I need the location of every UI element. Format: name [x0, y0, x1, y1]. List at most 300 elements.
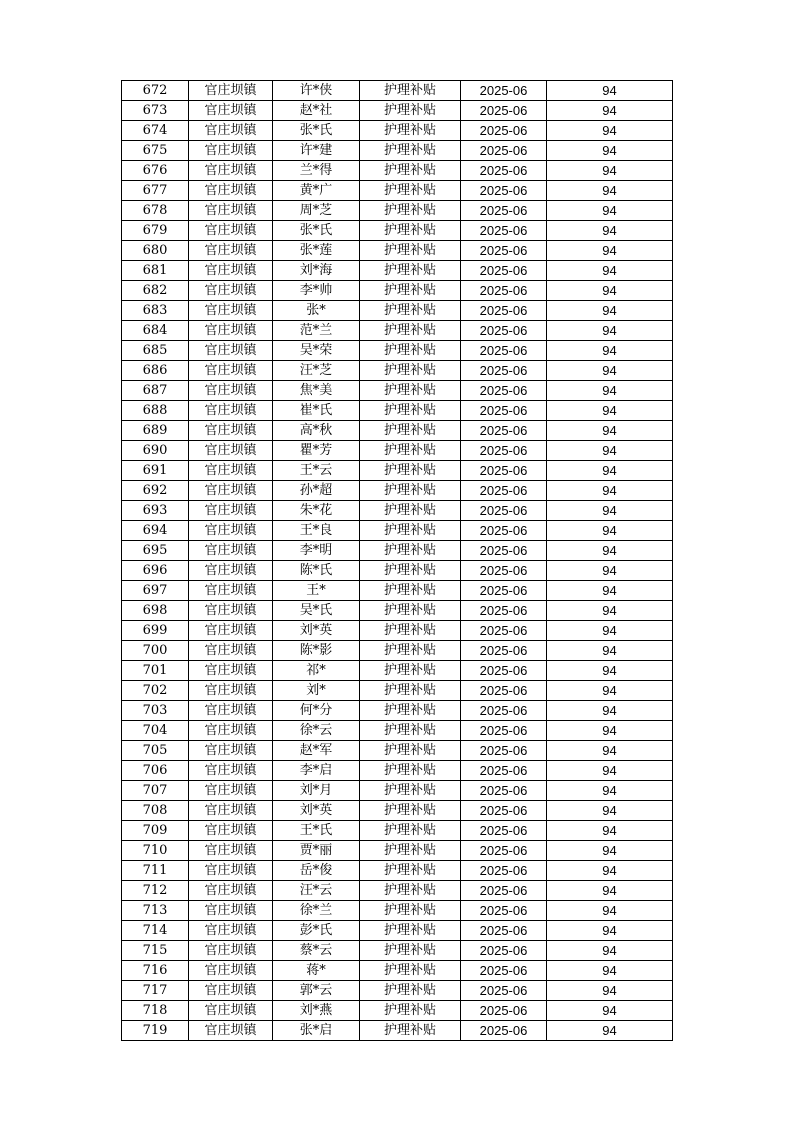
serial-number-cell: 675	[122, 141, 189, 161]
subsidy-type-cell: 护理补贴	[360, 821, 461, 841]
serial-number-cell: 674	[122, 121, 189, 141]
town-cell: 官庄坝镇	[189, 901, 273, 921]
town-cell: 官庄坝镇	[189, 941, 273, 961]
recipient-name-cell: 黄*广	[273, 181, 360, 201]
subsidy-type-cell: 护理补贴	[360, 941, 461, 961]
subsidy-type-cell: 护理补贴	[360, 641, 461, 661]
amount-cell: 94	[547, 121, 673, 141]
recipient-name-cell: 岳*俊	[273, 861, 360, 881]
town-cell: 官庄坝镇	[189, 881, 273, 901]
table-row	[122, 301, 673, 321]
amount-cell: 94	[547, 821, 673, 841]
table-row	[122, 481, 673, 501]
subsidy-type-cell: 护理补贴	[360, 101, 461, 121]
table-row	[122, 861, 673, 881]
amount-cell: 94	[547, 381, 673, 401]
subsidy-roster-table	[121, 80, 673, 1041]
subsidy-type-cell: 护理补贴	[360, 201, 461, 221]
town-cell: 官庄坝镇	[189, 221, 273, 241]
payment-period-cell: 2025-06	[461, 561, 547, 581]
table-row	[122, 1001, 673, 1021]
subsidy-type-cell: 护理补贴	[360, 741, 461, 761]
recipient-name-cell: 蒋*	[273, 961, 360, 981]
table-row	[122, 881, 673, 901]
payment-period-cell: 2025-06	[461, 881, 547, 901]
payment-period-cell: 2025-06	[461, 981, 547, 1001]
town-cell: 官庄坝镇	[189, 701, 273, 721]
payment-period-cell: 2025-06	[461, 381, 547, 401]
town-cell: 官庄坝镇	[189, 441, 273, 461]
amount-cell: 94	[547, 841, 673, 861]
serial-number-cell: 719	[122, 1021, 189, 1041]
serial-number-cell: 679	[122, 221, 189, 241]
serial-number-cell: 714	[122, 921, 189, 941]
recipient-name-cell: 王*	[273, 581, 360, 601]
payment-period-cell: 2025-06	[461, 181, 547, 201]
subsidy-type-cell: 护理补贴	[360, 981, 461, 1001]
subsidy-type-cell: 护理补贴	[360, 181, 461, 201]
subsidy-type-cell: 护理补贴	[360, 481, 461, 501]
payment-period-cell: 2025-06	[461, 1021, 547, 1041]
payment-period-cell: 2025-06	[461, 201, 547, 221]
payment-period-cell: 2025-06	[461, 901, 547, 921]
table-row	[122, 101, 673, 121]
recipient-name-cell: 王*良	[273, 521, 360, 541]
payment-period-cell: 2025-06	[461, 421, 547, 441]
serial-number-cell: 715	[122, 941, 189, 961]
subsidy-type-cell: 护理补贴	[360, 221, 461, 241]
town-cell: 官庄坝镇	[189, 261, 273, 281]
recipient-name-cell: 彭*氏	[273, 921, 360, 941]
table-row	[122, 381, 673, 401]
recipient-name-cell: 崔*氏	[273, 401, 360, 421]
table-row	[122, 421, 673, 441]
subsidy-type-cell: 护理补贴	[360, 621, 461, 641]
payment-period-cell: 2025-06	[461, 241, 547, 261]
serial-number-cell: 687	[122, 381, 189, 401]
serial-number-cell: 672	[122, 81, 189, 101]
table-row	[122, 401, 673, 421]
amount-cell: 94	[547, 321, 673, 341]
recipient-name-cell: 汪*云	[273, 881, 360, 901]
serial-number-cell: 678	[122, 201, 189, 221]
table-row	[122, 961, 673, 981]
amount-cell: 94	[547, 101, 673, 121]
payment-period-cell: 2025-06	[461, 961, 547, 981]
town-cell: 官庄坝镇	[189, 501, 273, 521]
amount-cell: 94	[547, 761, 673, 781]
amount-cell: 94	[547, 361, 673, 381]
serial-number-cell: 694	[122, 521, 189, 541]
table-row	[122, 181, 673, 201]
serial-number-cell: 700	[122, 641, 189, 661]
serial-number-cell: 718	[122, 1001, 189, 1021]
amount-cell: 94	[547, 941, 673, 961]
recipient-name-cell: 贾*丽	[273, 841, 360, 861]
serial-number-cell: 708	[122, 801, 189, 821]
subsidy-type-cell: 护理补贴	[360, 961, 461, 981]
payment-period-cell: 2025-06	[461, 501, 547, 521]
subsidy-type-cell: 护理补贴	[360, 401, 461, 421]
amount-cell: 94	[547, 801, 673, 821]
subsidy-type-cell: 护理补贴	[360, 801, 461, 821]
payment-period-cell: 2025-06	[461, 461, 547, 481]
serial-number-cell: 703	[122, 701, 189, 721]
town-cell: 官庄坝镇	[189, 1021, 273, 1041]
serial-number-cell: 697	[122, 581, 189, 601]
amount-cell: 94	[547, 861, 673, 881]
payment-period-cell: 2025-06	[461, 821, 547, 841]
serial-number-cell: 680	[122, 241, 189, 261]
subsidy-type-cell: 护理补贴	[360, 121, 461, 141]
serial-number-cell: 685	[122, 341, 189, 361]
town-cell: 官庄坝镇	[189, 101, 273, 121]
recipient-name-cell: 李*明	[273, 541, 360, 561]
serial-number-cell: 691	[122, 461, 189, 481]
recipient-name-cell: 刘*英	[273, 621, 360, 641]
payment-period-cell: 2025-06	[461, 621, 547, 641]
town-cell: 官庄坝镇	[189, 341, 273, 361]
subsidy-type-cell: 护理补贴	[360, 81, 461, 101]
serial-number-cell: 684	[122, 321, 189, 341]
amount-cell: 94	[547, 701, 673, 721]
amount-cell: 94	[547, 721, 673, 741]
serial-number-cell: 702	[122, 681, 189, 701]
subsidy-type-cell: 护理补贴	[360, 381, 461, 401]
payment-period-cell: 2025-06	[461, 441, 547, 461]
payment-period-cell: 2025-06	[461, 701, 547, 721]
table-row	[122, 701, 673, 721]
serial-number-cell: 686	[122, 361, 189, 381]
table-row	[122, 441, 673, 461]
town-cell: 官庄坝镇	[189, 461, 273, 481]
recipient-name-cell: 张*莲	[273, 241, 360, 261]
town-cell: 官庄坝镇	[189, 421, 273, 441]
town-cell: 官庄坝镇	[189, 481, 273, 501]
amount-cell: 94	[547, 81, 673, 101]
recipient-name-cell: 孙*超	[273, 481, 360, 501]
recipient-name-cell: 高*秋	[273, 421, 360, 441]
serial-number-cell: 701	[122, 661, 189, 681]
town-cell: 官庄坝镇	[189, 361, 273, 381]
amount-cell: 94	[547, 441, 673, 461]
subsidy-type-cell: 护理补贴	[360, 561, 461, 581]
table-row	[122, 461, 673, 481]
town-cell: 官庄坝镇	[189, 281, 273, 301]
payment-period-cell: 2025-06	[461, 721, 547, 741]
town-cell: 官庄坝镇	[189, 1001, 273, 1021]
recipient-name-cell: 张*	[273, 301, 360, 321]
subsidy-type-cell: 护理补贴	[360, 601, 461, 621]
amount-cell: 94	[547, 601, 673, 621]
recipient-name-cell: 刘*月	[273, 781, 360, 801]
recipient-name-cell: 陈*影	[273, 641, 360, 661]
table-row	[122, 281, 673, 301]
table-row	[122, 161, 673, 181]
payment-period-cell: 2025-06	[461, 941, 547, 961]
town-cell: 官庄坝镇	[189, 981, 273, 1001]
town-cell: 官庄坝镇	[189, 721, 273, 741]
subsidy-type-cell: 护理补贴	[360, 261, 461, 281]
amount-cell: 94	[547, 401, 673, 421]
subsidy-type-cell: 护理补贴	[360, 921, 461, 941]
subsidy-type-cell: 护理补贴	[360, 441, 461, 461]
amount-cell: 94	[547, 961, 673, 981]
subsidy-type-cell: 护理补贴	[360, 421, 461, 441]
amount-cell: 94	[547, 421, 673, 441]
town-cell: 官庄坝镇	[189, 801, 273, 821]
serial-number-cell: 695	[122, 541, 189, 561]
table-row	[122, 221, 673, 241]
table-row	[122, 541, 673, 561]
serial-number-cell: 693	[122, 501, 189, 521]
subsidy-type-cell: 护理补贴	[360, 721, 461, 741]
town-cell: 官庄坝镇	[189, 381, 273, 401]
recipient-name-cell: 瞿*芳	[273, 441, 360, 461]
payment-period-cell: 2025-06	[461, 641, 547, 661]
amount-cell: 94	[547, 981, 673, 1001]
town-cell: 官庄坝镇	[189, 181, 273, 201]
table-row	[122, 621, 673, 641]
table-row	[122, 801, 673, 821]
table-row	[122, 121, 673, 141]
town-cell: 官庄坝镇	[189, 541, 273, 561]
amount-cell: 94	[547, 241, 673, 261]
subsidy-type-cell: 护理补贴	[360, 901, 461, 921]
subsidy-type-cell: 护理补贴	[360, 461, 461, 481]
payment-period-cell: 2025-06	[461, 761, 547, 781]
recipient-name-cell: 徐*兰	[273, 901, 360, 921]
table-row	[122, 361, 673, 381]
table-row	[122, 721, 673, 741]
amount-cell: 94	[547, 281, 673, 301]
serial-number-cell: 713	[122, 901, 189, 921]
recipient-name-cell: 吴*荣	[273, 341, 360, 361]
table-row	[122, 1021, 673, 1041]
subsidy-type-cell: 护理补贴	[360, 141, 461, 161]
recipient-name-cell: 许*建	[273, 141, 360, 161]
recipient-name-cell: 徐*云	[273, 721, 360, 741]
recipient-name-cell: 祁*	[273, 661, 360, 681]
payment-period-cell: 2025-06	[461, 361, 547, 381]
amount-cell: 94	[547, 461, 673, 481]
serial-number-cell: 712	[122, 881, 189, 901]
serial-number-cell: 704	[122, 721, 189, 741]
table-row	[122, 921, 673, 941]
town-cell: 官庄坝镇	[189, 601, 273, 621]
town-cell: 官庄坝镇	[189, 741, 273, 761]
recipient-name-cell: 吴*氏	[273, 601, 360, 621]
subsidy-type-cell: 护理补贴	[360, 1021, 461, 1041]
town-cell: 官庄坝镇	[189, 301, 273, 321]
recipient-name-cell: 李*帅	[273, 281, 360, 301]
serial-number-cell: 705	[122, 741, 189, 761]
serial-number-cell: 717	[122, 981, 189, 1001]
payment-period-cell: 2025-06	[461, 401, 547, 421]
town-cell: 官庄坝镇	[189, 241, 273, 261]
town-cell: 官庄坝镇	[189, 321, 273, 341]
table-row	[122, 941, 673, 961]
payment-period-cell: 2025-06	[461, 1001, 547, 1021]
payment-period-cell: 2025-06	[461, 221, 547, 241]
table-row	[122, 761, 673, 781]
payment-period-cell: 2025-06	[461, 741, 547, 761]
town-cell: 官庄坝镇	[189, 521, 273, 541]
amount-cell: 94	[547, 141, 673, 161]
town-cell: 官庄坝镇	[189, 961, 273, 981]
payment-period-cell: 2025-06	[461, 161, 547, 181]
subsidy-type-cell: 护理补贴	[360, 501, 461, 521]
recipient-name-cell: 张*氏	[273, 221, 360, 241]
table-row	[122, 521, 673, 541]
table-row	[122, 141, 673, 161]
serial-number-cell: 707	[122, 781, 189, 801]
recipient-name-cell: 刘*海	[273, 261, 360, 281]
subsidy-type-cell: 护理补贴	[360, 861, 461, 881]
table-row	[122, 561, 673, 581]
payment-period-cell: 2025-06	[461, 801, 547, 821]
amount-cell: 94	[547, 181, 673, 201]
payment-period-cell: 2025-06	[461, 601, 547, 621]
subsidy-type-cell: 护理补贴	[360, 1001, 461, 1021]
subsidy-type-cell: 护理补贴	[360, 781, 461, 801]
town-cell: 官庄坝镇	[189, 161, 273, 181]
town-cell: 官庄坝镇	[189, 121, 273, 141]
subsidy-type-cell: 护理补贴	[360, 881, 461, 901]
payment-period-cell: 2025-06	[461, 321, 547, 341]
amount-cell: 94	[547, 1021, 673, 1041]
payment-period-cell: 2025-06	[461, 481, 547, 501]
recipient-name-cell: 张*启	[273, 1021, 360, 1041]
recipient-name-cell: 张*氏	[273, 121, 360, 141]
serial-number-cell: 706	[122, 761, 189, 781]
subsidy-type-cell: 护理补贴	[360, 541, 461, 561]
payment-period-cell: 2025-06	[461, 661, 547, 681]
payment-period-cell: 2025-06	[461, 841, 547, 861]
payment-period-cell: 2025-06	[461, 921, 547, 941]
subsidy-type-cell: 护理补贴	[360, 701, 461, 721]
town-cell: 官庄坝镇	[189, 141, 273, 161]
recipient-name-cell: 蔡*云	[273, 941, 360, 961]
table-row	[122, 661, 673, 681]
serial-number-cell: 688	[122, 401, 189, 421]
amount-cell: 94	[547, 741, 673, 761]
town-cell: 官庄坝镇	[189, 841, 273, 861]
serial-number-cell: 673	[122, 101, 189, 121]
recipient-name-cell: 汪*芝	[273, 361, 360, 381]
serial-number-cell: 689	[122, 421, 189, 441]
town-cell: 官庄坝镇	[189, 201, 273, 221]
town-cell: 官庄坝镇	[189, 401, 273, 421]
table-row	[122, 901, 673, 921]
serial-number-cell: 698	[122, 601, 189, 621]
recipient-name-cell: 刘*燕	[273, 1001, 360, 1021]
town-cell: 官庄坝镇	[189, 641, 273, 661]
serial-number-cell: 681	[122, 261, 189, 281]
town-cell: 官庄坝镇	[189, 861, 273, 881]
serial-number-cell: 711	[122, 861, 189, 881]
recipient-name-cell: 陈*氏	[273, 561, 360, 581]
table-row	[122, 641, 673, 661]
amount-cell: 94	[547, 301, 673, 321]
serial-number-cell: 709	[122, 821, 189, 841]
amount-cell: 94	[547, 1001, 673, 1021]
amount-cell: 94	[547, 261, 673, 281]
amount-cell: 94	[547, 221, 673, 241]
payment-period-cell: 2025-06	[461, 101, 547, 121]
subsidy-type-cell: 护理补贴	[360, 661, 461, 681]
town-cell: 官庄坝镇	[189, 921, 273, 941]
amount-cell: 94	[547, 501, 673, 521]
subsidy-type-cell: 护理补贴	[360, 161, 461, 181]
table-row	[122, 241, 673, 261]
recipient-name-cell: 王*氏	[273, 821, 360, 841]
town-cell: 官庄坝镇	[189, 781, 273, 801]
town-cell: 官庄坝镇	[189, 681, 273, 701]
town-cell: 官庄坝镇	[189, 81, 273, 101]
recipient-name-cell: 李*启	[273, 761, 360, 781]
amount-cell: 94	[547, 341, 673, 361]
serial-number-cell: 716	[122, 961, 189, 981]
town-cell: 官庄坝镇	[189, 581, 273, 601]
recipient-name-cell: 赵*军	[273, 741, 360, 761]
table-row	[122, 201, 673, 221]
serial-number-cell: 676	[122, 161, 189, 181]
payment-period-cell: 2025-06	[461, 81, 547, 101]
recipient-name-cell: 兰*得	[273, 161, 360, 181]
table-row	[122, 821, 673, 841]
payment-period-cell: 2025-06	[461, 521, 547, 541]
table-row	[122, 261, 673, 281]
subsidy-type-cell: 护理补贴	[360, 281, 461, 301]
payment-period-cell: 2025-06	[461, 341, 547, 361]
subsidy-type-cell: 护理补贴	[360, 361, 461, 381]
serial-number-cell: 682	[122, 281, 189, 301]
amount-cell: 94	[547, 561, 673, 581]
payment-period-cell: 2025-06	[461, 141, 547, 161]
amount-cell: 94	[547, 881, 673, 901]
amount-cell: 94	[547, 641, 673, 661]
table-row	[122, 501, 673, 521]
serial-number-cell: 710	[122, 841, 189, 861]
subsidy-type-cell: 护理补贴	[360, 521, 461, 541]
town-cell: 官庄坝镇	[189, 621, 273, 641]
recipient-name-cell: 王*云	[273, 461, 360, 481]
amount-cell: 94	[547, 661, 673, 681]
subsidy-type-cell: 护理补贴	[360, 581, 461, 601]
table-row	[122, 81, 673, 101]
table-row	[122, 321, 673, 341]
payment-period-cell: 2025-06	[461, 121, 547, 141]
serial-number-cell: 690	[122, 441, 189, 461]
recipient-name-cell: 郭*云	[273, 981, 360, 1001]
amount-cell: 94	[547, 781, 673, 801]
recipient-name-cell: 周*芝	[273, 201, 360, 221]
table-row	[122, 601, 673, 621]
table-row	[122, 341, 673, 361]
subsidy-type-cell: 护理补贴	[360, 841, 461, 861]
recipient-name-cell: 赵*社	[273, 101, 360, 121]
payment-period-cell: 2025-06	[461, 681, 547, 701]
serial-number-cell: 677	[122, 181, 189, 201]
serial-number-cell: 696	[122, 561, 189, 581]
table-row	[122, 681, 673, 701]
subsidy-type-cell: 护理补贴	[360, 241, 461, 261]
subsidy-type-cell: 护理补贴	[360, 301, 461, 321]
town-cell: 官庄坝镇	[189, 821, 273, 841]
recipient-name-cell: 刘*	[273, 681, 360, 701]
table-row	[122, 781, 673, 801]
